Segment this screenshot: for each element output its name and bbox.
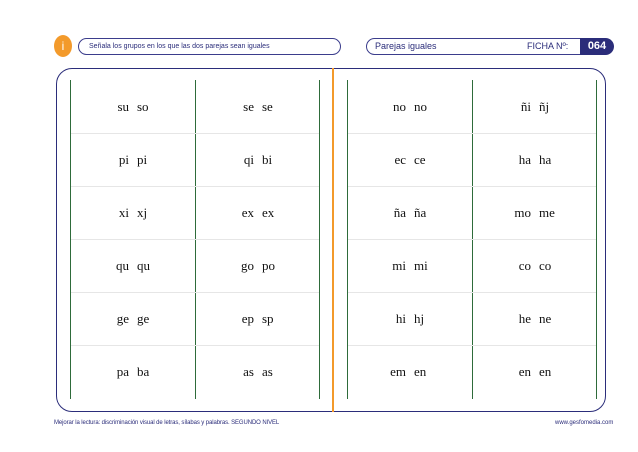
pair-cell[interactable]: [473, 345, 597, 398]
worksheet-title: Parejas iguales: [366, 38, 604, 55]
pair-second-syllable: bi: [262, 151, 273, 167]
pair-second-syllable: ñj: [539, 98, 550, 114]
pair-second-syllable: me: [539, 204, 555, 220]
pair-cell[interactable]: [348, 186, 472, 239]
pair-first-syllable: ha: [518, 151, 531, 167]
pair-second-syllable: co: [539, 257, 552, 273]
pair-second-syllable: mi: [414, 257, 428, 273]
pair-cell[interactable]: [71, 80, 195, 133]
pair-first-syllable: se: [243, 98, 254, 114]
pair-second-syllable: as: [262, 363, 273, 379]
pair-second-syllable: ña: [414, 204, 427, 220]
info-icon: i: [54, 35, 72, 57]
pair-cell[interactable]: [71, 186, 195, 239]
pair-first-syllable: mo: [514, 204, 531, 220]
right-panel-grid: [347, 80, 597, 399]
pair-first-syllable: no: [393, 98, 406, 114]
pair-second-syllable: ne: [539, 310, 552, 326]
pair-cell[interactable]: [71, 292, 195, 345]
pair-first-syllable: ñi: [520, 98, 531, 114]
footer-description: Mejorar la lectura: discriminación visual de letras, sílabas y palabras. SEGUNDO NIVEL: [54, 420, 280, 426]
pair-first-syllable: mi: [392, 257, 406, 273]
pair-second-syllable: sp: [262, 310, 274, 326]
center-divider: [332, 68, 334, 412]
left-panel-grid: [70, 80, 320, 399]
pair-second-syllable: en: [539, 363, 552, 379]
pair-second-syllable: po: [262, 257, 275, 273]
pair-second-syllable: no: [414, 98, 427, 114]
instruction-text: Señala los grupos en los que las dos parejas sean iguales: [78, 38, 341, 55]
pair-cell[interactable]: [196, 345, 320, 398]
pair-first-syllable: hi: [395, 310, 406, 326]
pair-first-syllable: qu: [116, 257, 129, 273]
pair-first-syllable: as: [243, 363, 254, 379]
pair-cell[interactable]: [473, 239, 597, 292]
pair-cell[interactable]: [71, 133, 195, 186]
pair-first-syllable: go: [241, 257, 254, 273]
pair-second-syllable: ge: [137, 310, 150, 326]
pair-second-syllable: so: [137, 98, 149, 114]
pair-cell[interactable]: [196, 80, 320, 133]
pair-cell[interactable]: [196, 292, 320, 345]
pair-cell[interactable]: [473, 80, 597, 133]
pair-cell[interactable]: [71, 239, 195, 292]
pair-first-syllable: co: [518, 257, 531, 273]
pair-cell[interactable]: [348, 80, 472, 133]
pair-second-syllable: hj: [414, 310, 425, 326]
pair-first-syllable: pi: [118, 151, 129, 167]
pair-first-syllable: ec: [394, 151, 406, 167]
footer-website: www.gesfomedia.com: [555, 420, 614, 426]
pair-cell[interactable]: [196, 239, 320, 292]
pair-cell[interactable]: [348, 345, 472, 398]
pair-first-syllable: en: [518, 363, 531, 379]
pair-cell[interactable]: [348, 133, 472, 186]
pair-cell[interactable]: [348, 292, 472, 345]
pair-cell[interactable]: [71, 345, 195, 398]
pair-cell[interactable]: [196, 133, 320, 186]
pair-first-syllable: ex: [241, 204, 254, 220]
pair-second-syllable: qu: [137, 257, 150, 273]
pair-second-syllable: en: [414, 363, 427, 379]
pair-cell[interactable]: [473, 292, 597, 345]
pair-first-syllable: he: [518, 310, 531, 326]
pair-second-syllable: ce: [414, 151, 426, 167]
pair-first-syllable: qi: [243, 151, 254, 167]
pair-first-syllable: em: [390, 363, 406, 379]
pair-cell[interactable]: [196, 186, 320, 239]
ficha-label: FICHA Nº:: [527, 41, 569, 51]
pair-first-syllable: pa: [116, 363, 129, 379]
pair-second-syllable: ba: [137, 363, 150, 379]
pair-cell[interactable]: [473, 133, 597, 186]
pair-cell[interactable]: [348, 239, 472, 292]
pair-second-syllable: pi: [137, 151, 148, 167]
pair-first-syllable: ep: [241, 310, 254, 326]
pair-second-syllable: se: [262, 98, 273, 114]
pair-first-syllable: ge: [116, 310, 129, 326]
ficha-number: 064: [580, 38, 614, 55]
pair-first-syllable: xi: [118, 204, 129, 220]
pair-second-syllable: xj: [137, 204, 148, 220]
pair-second-syllable: ha: [539, 151, 552, 167]
pair-first-syllable: su: [117, 98, 129, 114]
pair-cell[interactable]: [473, 186, 597, 239]
pair-first-syllable: ña: [393, 204, 406, 220]
pair-second-syllable: ex: [262, 204, 275, 220]
